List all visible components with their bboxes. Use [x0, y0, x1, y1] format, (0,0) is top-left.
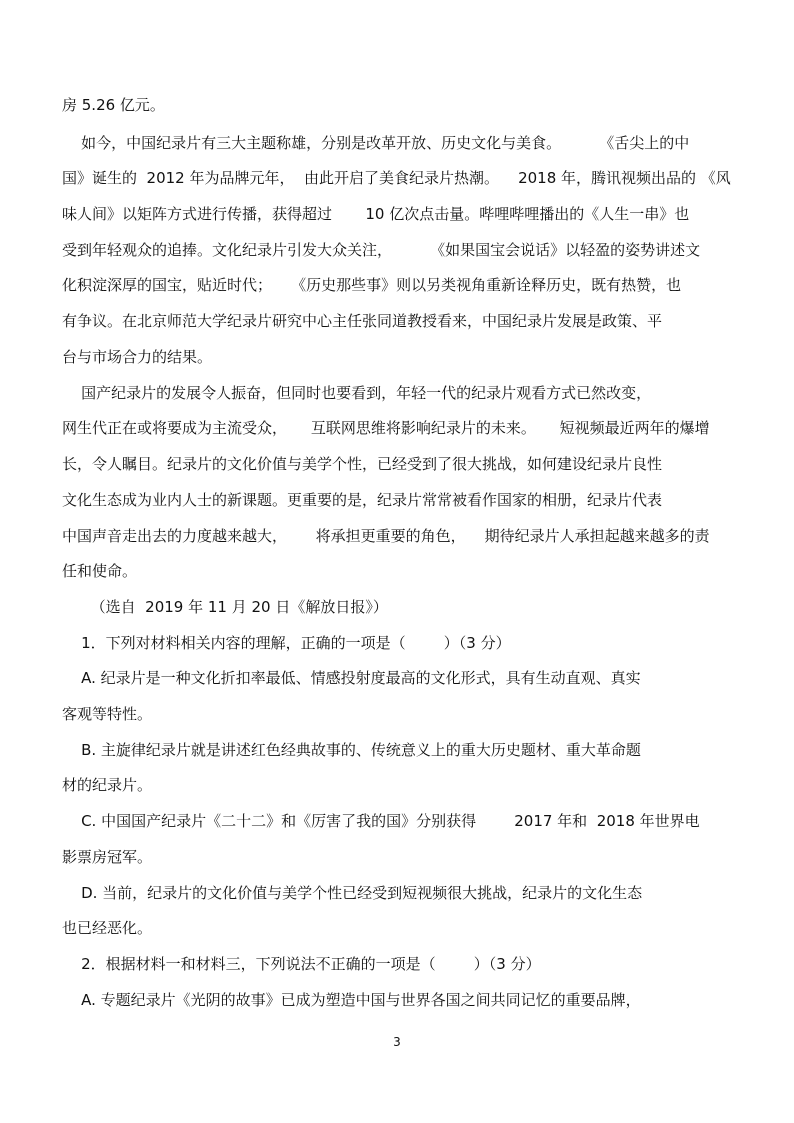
text-line: 影票房冠军。: [62, 848, 153, 866]
text-line: 也已经恶化。: [62, 919, 153, 937]
question-1: 1．下列对材料相关内容的理解，正确的一项是（ ）（3 分）: [62, 634, 511, 652]
text-line: 有争议。在北京师范大学纪录片研究中心主任张同道教授看来，中国纪录片发展是政策、平: [62, 312, 663, 330]
text-line: 房 5.26 亿元。: [62, 96, 165, 114]
text-line: 国》诞生的 2012 年为品牌元年， 由此开启了美食纪录片热潮。 2018 年，腾讯视频出品的 《风: [62, 169, 731, 187]
option-b: B. 主旋律纪录片就是讲述红色经典故事的、传统意义上的重大历史题材、重大革命题: [62, 741, 641, 759]
option-a: A. 纪录片是一种文化折扣率最低、情感投射度最高的文化形式，具有生动直观、真实: [62, 669, 641, 687]
text-line: 受到年轻观众的追捧。文化纪录片引发大众关注， 《如果国宝会说话》以轻盈的姿势讲述文: [62, 241, 701, 259]
text-line: 味人间》以矩阵方式进行传播，获得超过 10 亿次点击量。哔哩哔哩播出的《人生一串》也: [62, 205, 690, 223]
option-d: D. 当前，纪录片的文化价值与美学个性已经受到短视频很大挑战，纪录片的文化生态: [62, 884, 643, 902]
text-line: 化积淀深厚的国宝，贴近时代； 《历史那些事》则以另类视角重新诠释历史，既有热赞，也: [62, 276, 682, 294]
option-c: C. 中国国产纪录片《二十二》和《厉害了我的国》分别获得 2017 年和 2018 年世界电: [62, 812, 700, 830]
text-line: 网生代正在或将要成为主流受众， 互联网思维将影响纪录片的未来。 短视频最近两年的爆增: [62, 419, 710, 437]
text-line: 材的纪录片。: [62, 776, 153, 794]
text-line: 中国声音走出去的力度越来越大， 将承担更重要的角色， 期待纪录片人承担起越来越多的责: [62, 527, 710, 545]
option-a: A. 专题纪录片《光阴的故事》已成为塑造中国与世界各国之间共同记忆的重要品牌，: [62, 991, 641, 1009]
text-line: 台与市场合力的结果。: [62, 348, 213, 366]
text-line: 客观等特性。: [62, 705, 153, 723]
text-line: 如今，中国纪录片有三大主题称雄，分别是改革开放、历史文化与美食。 《舌尖上的中: [62, 134, 690, 152]
text-line: 任和使命。: [62, 562, 138, 580]
page-number: 3: [393, 1035, 401, 1049]
text-line: 长，令人瞩目。纪录片的文化价值与美学个性，已经受到了很大挑战，如何建设纪录片良性: [62, 455, 663, 473]
text-line: 国产纪录片的发展令人振奋，但同时也要看到，年轻一代的纪录片观看方式已然改变，: [62, 384, 652, 402]
source-citation: （选自 2019 年 11 月 20 日《解放日报》）: [62, 598, 388, 616]
text-line: 文化生态成为业内人士的新课题。更重要的是，纪录片常常被看作国家的相册，纪录片代表: [62, 491, 663, 509]
question-2: 2．根据材料一和材料三，下列说法不正确的一项是（ ）（3 分）: [62, 955, 541, 973]
